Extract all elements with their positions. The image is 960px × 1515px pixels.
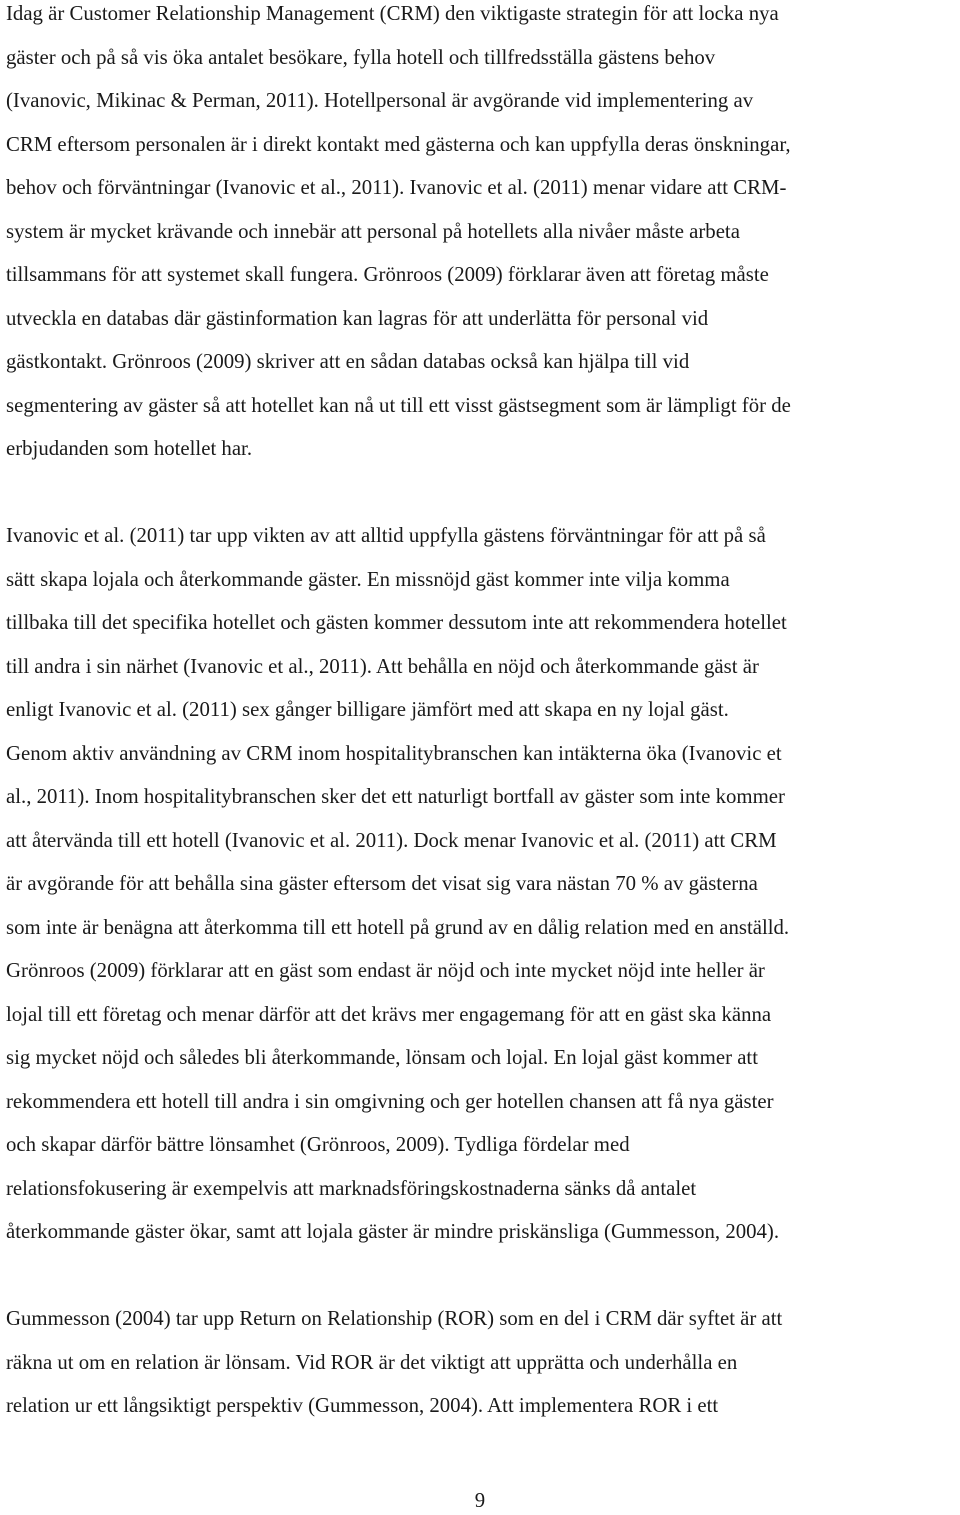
paragraph-2-line-15: och skapar därför bättre lönsamhet (Grönroos, 2009). Tydliga fördelar med <box>6 1133 630 1156</box>
paragraph-2-line-1: Ivanovic et al. (2011) tar upp vikten av att alltid uppfylla gästens förväntningar för att på så <box>6 524 766 547</box>
paragraph-2-line-8: att återvända till ett hotell (Ivanovic et al. 2011). Dock menar Ivanovic et al. (2011) att CRM <box>6 829 777 852</box>
paragraph-2-line-13: sig mycket nöjd och således bli återkommande, lönsam och lojal. En lojal gäst kommer att <box>6 1046 758 1069</box>
paragraph-2-line-16: relationsfokusering är exempelvis att marknadsföringskostnaderna sänks då antalet <box>6 1177 697 1200</box>
paragraph-3-line-3: relation ur ett långsiktigt perspektiv (Gummesson, 2004). Att implementera ROR i ett <box>6 1394 719 1417</box>
paragraph-2-line-12: lojal till ett företag och menar därför att det krävs mer engagemang för att en gäst ska känna <box>6 1003 772 1026</box>
paragraph-1-line-4: CRM eftersom personalen är i direkt kontakt med gästerna och kan uppfylla deras önskningar, <box>6 133 791 156</box>
page-number: 9 <box>474 1489 486 1512</box>
paragraph-2-line-6: Genom aktiv användning av CRM inom hospitalitybranschen kan intäkterna öka (Ivanovic et <box>6 742 782 765</box>
paragraph-2-line-7: al., 2011). Inom hospitalitybranschen sker det ett naturligt bortfall av gäster som inte kommer <box>6 785 785 808</box>
paragraph-1-line-3: (Ivanovic, Mikinac & Perman, 2011). Hotellpersonal är avgörande vid implementering av <box>6 89 754 112</box>
paragraph-1-line-2: gäster och på så vis öka antalet besökare, fylla hotell och tillfredsställa gästens behov <box>6 46 716 69</box>
paragraph-1-line-5: behov och förväntningar (Ivanovic et al., 2011). Ivanovic et al. (2011) menar vidare att CRM- <box>6 176 787 199</box>
paragraph-2-line-4: till andra i sin närhet (Ivanovic et al., 2011). Att behålla en nöjd och återkommande gäst är <box>6 655 759 678</box>
paragraph-2-line-2: sätt skapa lojala och återkommande gäster. En missnöjd gäst kommer inte vilja komma <box>6 568 730 591</box>
paragraph-1-line-1: Idag är Customer Relationship Management (CRM) den viktigaste strategin för att locka nya <box>6 2 779 25</box>
paragraph-2-line-10: som inte är benägna att återkomma till ett hotell på grund av en dålig relation med en anställd. <box>6 916 790 939</box>
paragraph-1-line-10: segmentering av gäster så att hotellet kan nå ut till ett visst gästsegment som är lämpligt för de <box>6 394 791 417</box>
paragraph-2-line-17: återkommande gäster ökar, samt att lojala gäster är mindre priskänsliga (Gummesson, 2004). <box>6 1220 780 1243</box>
paragraph-1-line-9: gästkontakt. Grönroos (2009) skriver att en sådan databas också kan hjälpa till vid <box>6 350 690 373</box>
paragraph-1-line-8: utveckla en databas där gästinformation kan lagras för att underlätta för personal vid <box>6 307 709 330</box>
paragraph-2-line-14: rekommendera ett hotell till andra i sin omgivning och ger hotellen chansen att få nya gäster <box>6 1090 774 1113</box>
paragraph-1-line-11: erbjudanden som hotellet har. <box>6 437 253 460</box>
paragraph-2-line-9: är avgörande för att behålla sina gäster eftersom det visat sig vara nästan 70 % av gästerna <box>6 872 758 895</box>
paragraph-3-line-2: räkna ut om en relation är lönsam. Vid ROR är det viktigt att upprätta och underhålla en <box>6 1351 738 1374</box>
paragraph-3-line-1: Gummesson (2004) tar upp Return on Relationship (ROR) som en del i CRM där syftet är att <box>6 1307 783 1330</box>
paragraph-2-line-5: enligt Ivanovic et al. (2011) sex gånger billigare jämfört med att skapa en ny lojal gäst. <box>6 698 729 721</box>
paragraph-2-line-3: tillbaka till det specifika hotellet och gästen kommer dessutom inte att rekommendera hotellet <box>6 611 787 634</box>
paragraph-1-line-6: system är mycket krävande och innebär att personal på hotellets alla nivåer måste arbeta <box>6 220 740 243</box>
paragraph-2-line-11: Grönroos (2009) förklarar att en gäst som endast är nöjd och inte mycket nöjd inte heller är <box>6 959 765 982</box>
paragraph-1-line-7: tillsammans för att systemet skall fungera. Grönroos (2009) förklarar även att företag måste <box>6 263 769 286</box>
